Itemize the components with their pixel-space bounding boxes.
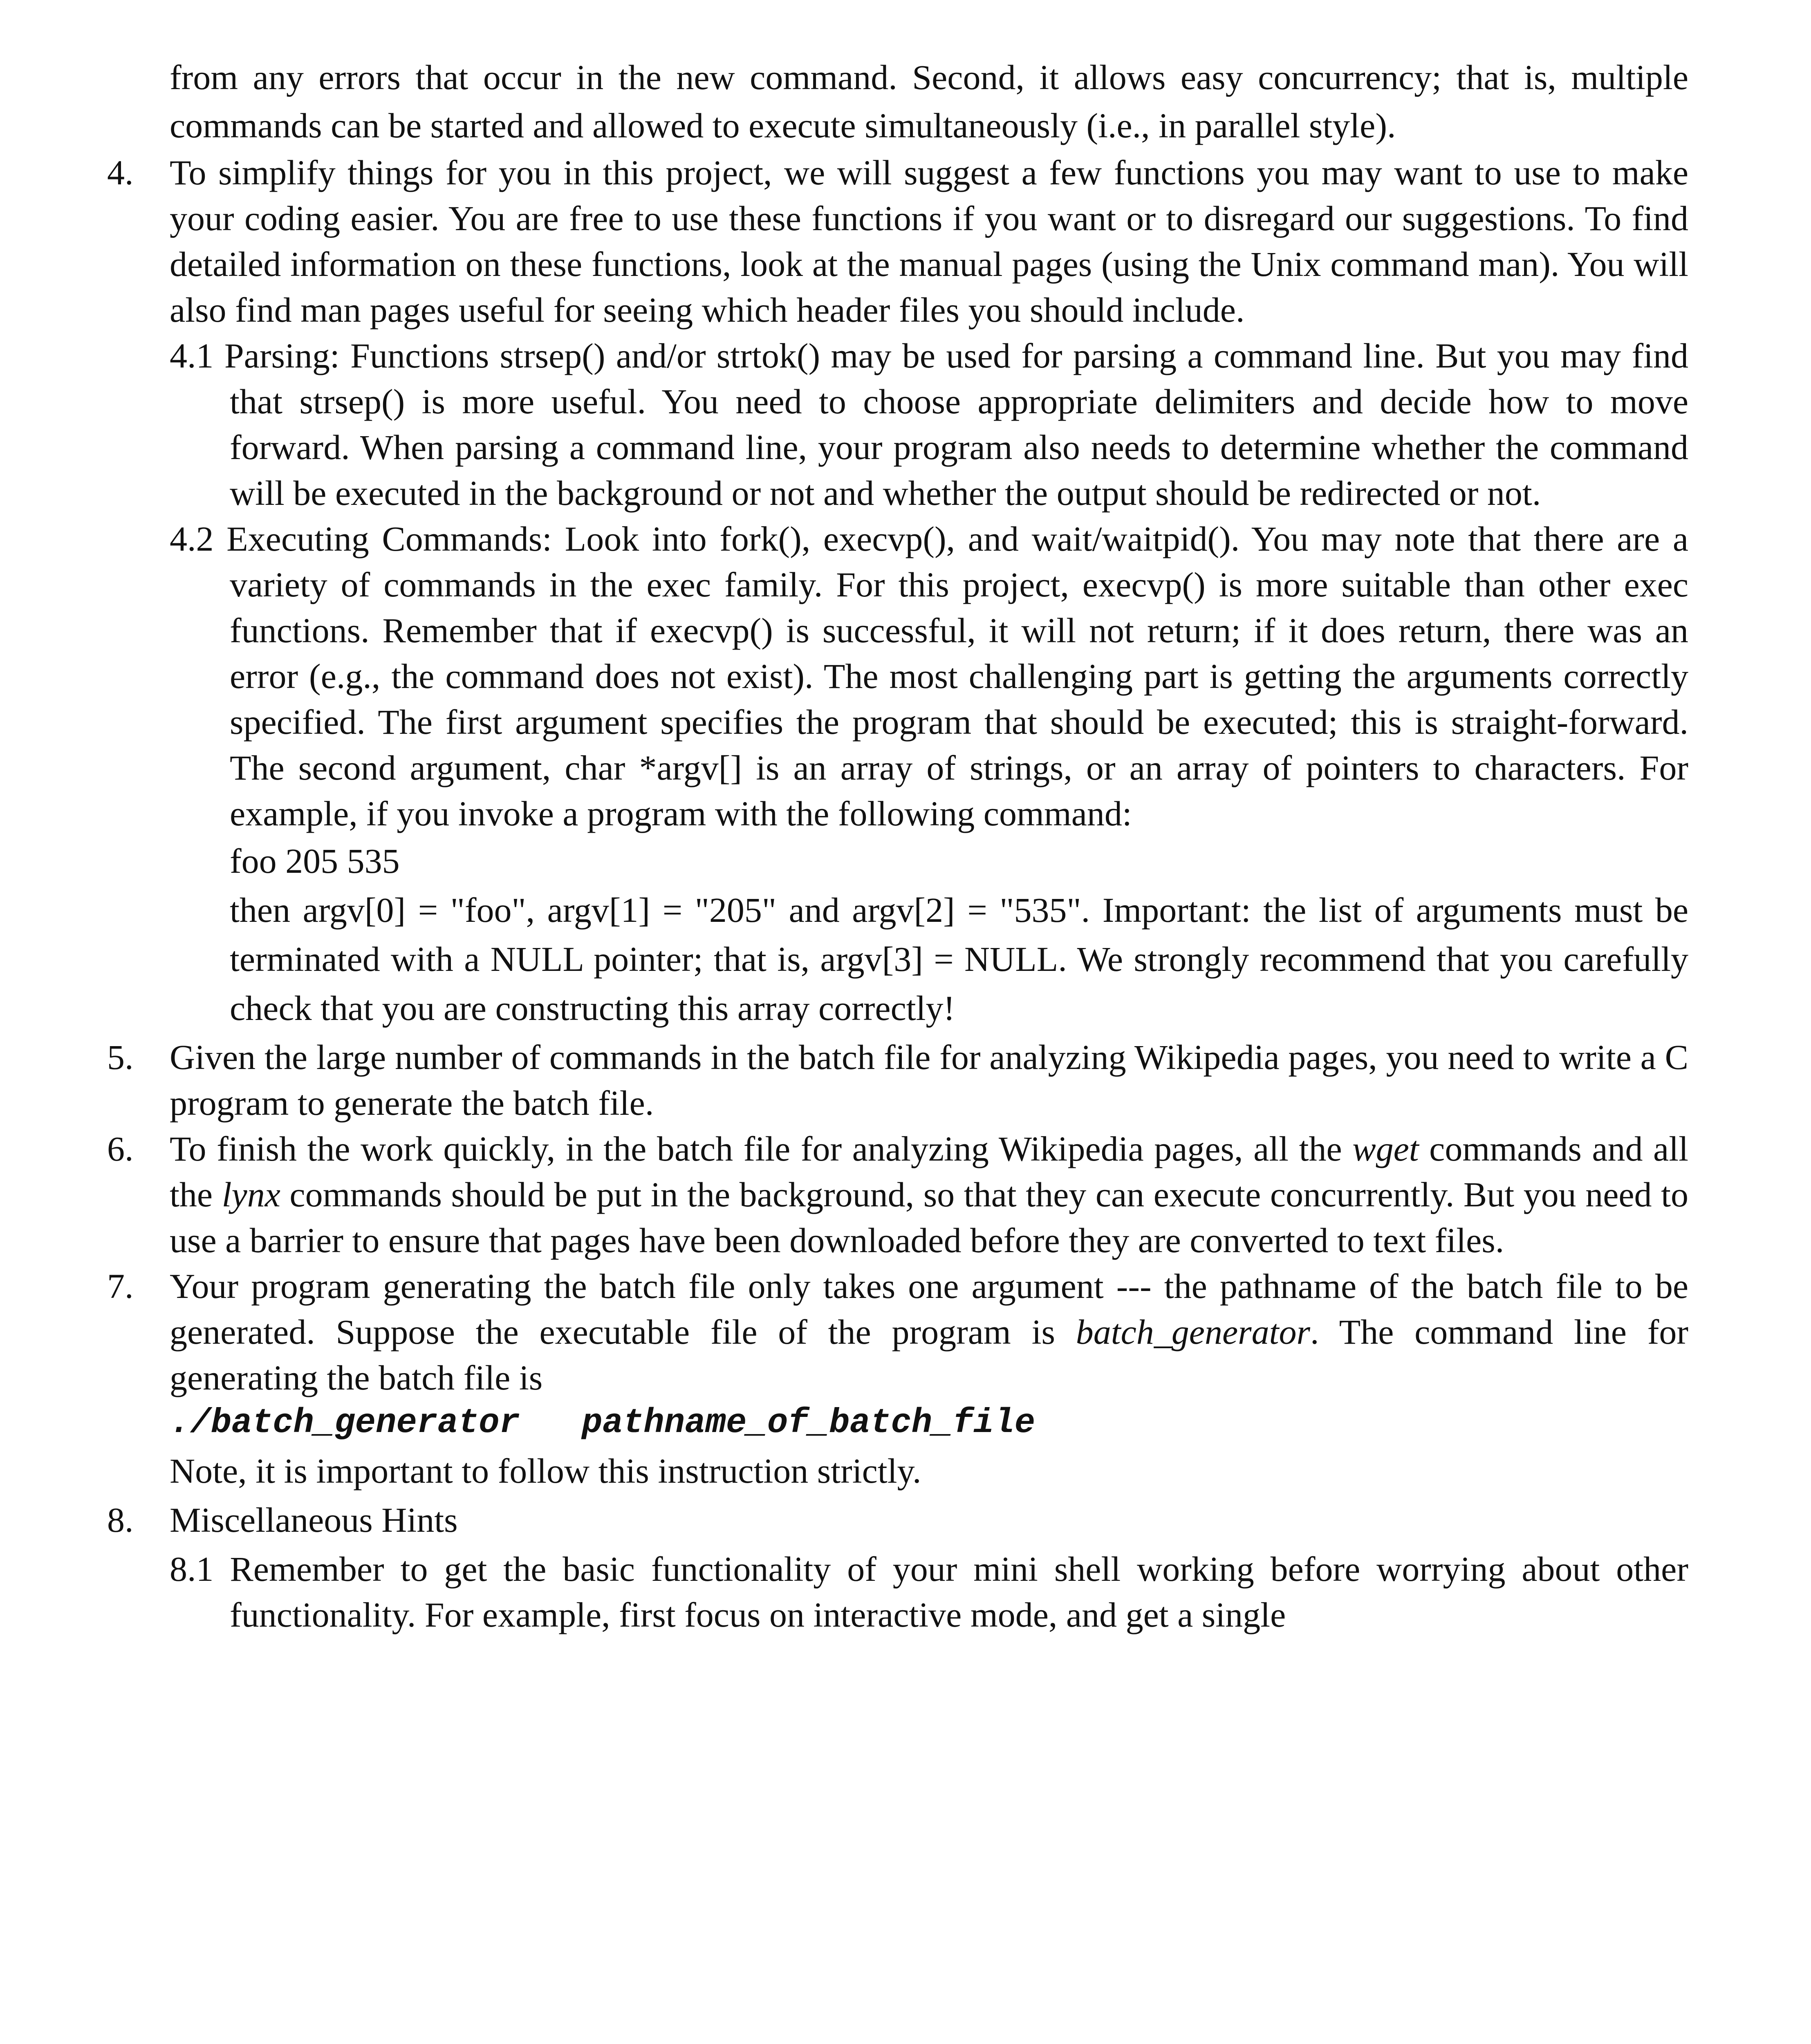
- item-number: 6.: [107, 1129, 134, 1168]
- item-number: 8.: [107, 1500, 134, 1540]
- list-item-5: [107, 1034, 1688, 1126]
- item-number: 4.: [107, 153, 134, 192]
- command-example: foo 205 535: [230, 841, 400, 881]
- paragraph-continuation: from any errors that occur in the new command. Second, it allows easy concurrency; that is, multiple commands can be started and allowed to execute simultaneously (i.e., in parallel style).: [170, 58, 1688, 145]
- list-item-6: [107, 1126, 1689, 1263]
- item-text: Your program generating the batch file only takes one argument --- the pathname of the batch file to be generated. Suppose the executable file of the program is: [170, 1266, 1688, 1351]
- lynx-term: lynx: [222, 1175, 280, 1214]
- item-text: commands should be put in the background, so that they can execute concurrently. But you need to use a barrier to ensure that pages have been downloaded before they are converted to text files.: [170, 1175, 1688, 1260]
- item-text: . The command line for generating the batch file is: [170, 1312, 1688, 1397]
- item-number: 5.: [107, 1038, 134, 1077]
- command-line-code: ./batch_generator pathname_of_batch_file: [170, 1404, 1035, 1443]
- list-item-7: [107, 1263, 1688, 1401]
- list-item-8: [107, 1495, 1688, 1544]
- wget-term: wget: [1352, 1129, 1419, 1168]
- list-item-4: [107, 150, 1688, 333]
- subitem-4-1: 4.1 Parsing: Functions strsep() and/or strtok() may be used for parsing a command line. But you may find that strsep() is more useful. You need to choose appropriate delimiters and decide how to move forward. When parsing a command line, your program also needs to determine whether the command will be executed in the background or not and whether the output should be redirected or not.: [170, 336, 1688, 513]
- item-text: Miscellaneous Hints: [170, 1500, 458, 1540]
- subitem-4-2-after: then argv[0] = "foo", argv[1] = "205" and argv[2] = "535". Important: the list of arguments must be terminated with a NULL pointer; that is, argv[3] = NULL. We strongly recommend that you carefully check that you are constructing this array correctly!: [230, 890, 1688, 1028]
- executable-name: batch_generator: [1076, 1312, 1310, 1351]
- note-text: Note, it is important to follow this instruction strictly.: [170, 1451, 921, 1490]
- subitem-4-2: 4.2 Executing Commands: Look into fork(), execvp(), and wait/waitpid(). You may note that there are a variety of commands in the exec family. For this project, execvp() is more suitable than other exec functions. Remember that if execvp() is successful, it will not return; if it does return, there was an error (e.g., the command does not exist). The most challenging part is getting the arguments correctly specified. The first argument specifies the program that should be executed; this is straight-forward. The second argument, char *argv[] is an array of strings, or an array of pointers to characters. For example, if you invoke a program with the following command:: [170, 519, 1688, 833]
- subitem-8-1: 8.1 Remember to get the basic functionality of your mini shell working before worrying about other functionality. For example, first focus on interactive mode, and get a single: [170, 1549, 1688, 1634]
- item-text: commands and all the: [170, 1129, 1689, 1214]
- item-text: To simplify things for you in this project, we will suggest a few functions you may want to use to make your coding easier. You are free to use these functions if you want or to disregard our suggestions. To find detailed information on these functions, look at the manual pages (using the Unix command man). You will also find man pages useful for seeing which header files you should include.: [170, 153, 1688, 329]
- item-text: To finish the work quickly, in the batch file for analyzing Wikipedia pages, all the: [170, 1129, 1353, 1168]
- item-number: 7.: [107, 1266, 134, 1306]
- item-text: Given the large number of commands in the batch file for analyzing Wikipedia pages, you need to write a C program to generate the batch file.: [170, 1038, 1688, 1123]
